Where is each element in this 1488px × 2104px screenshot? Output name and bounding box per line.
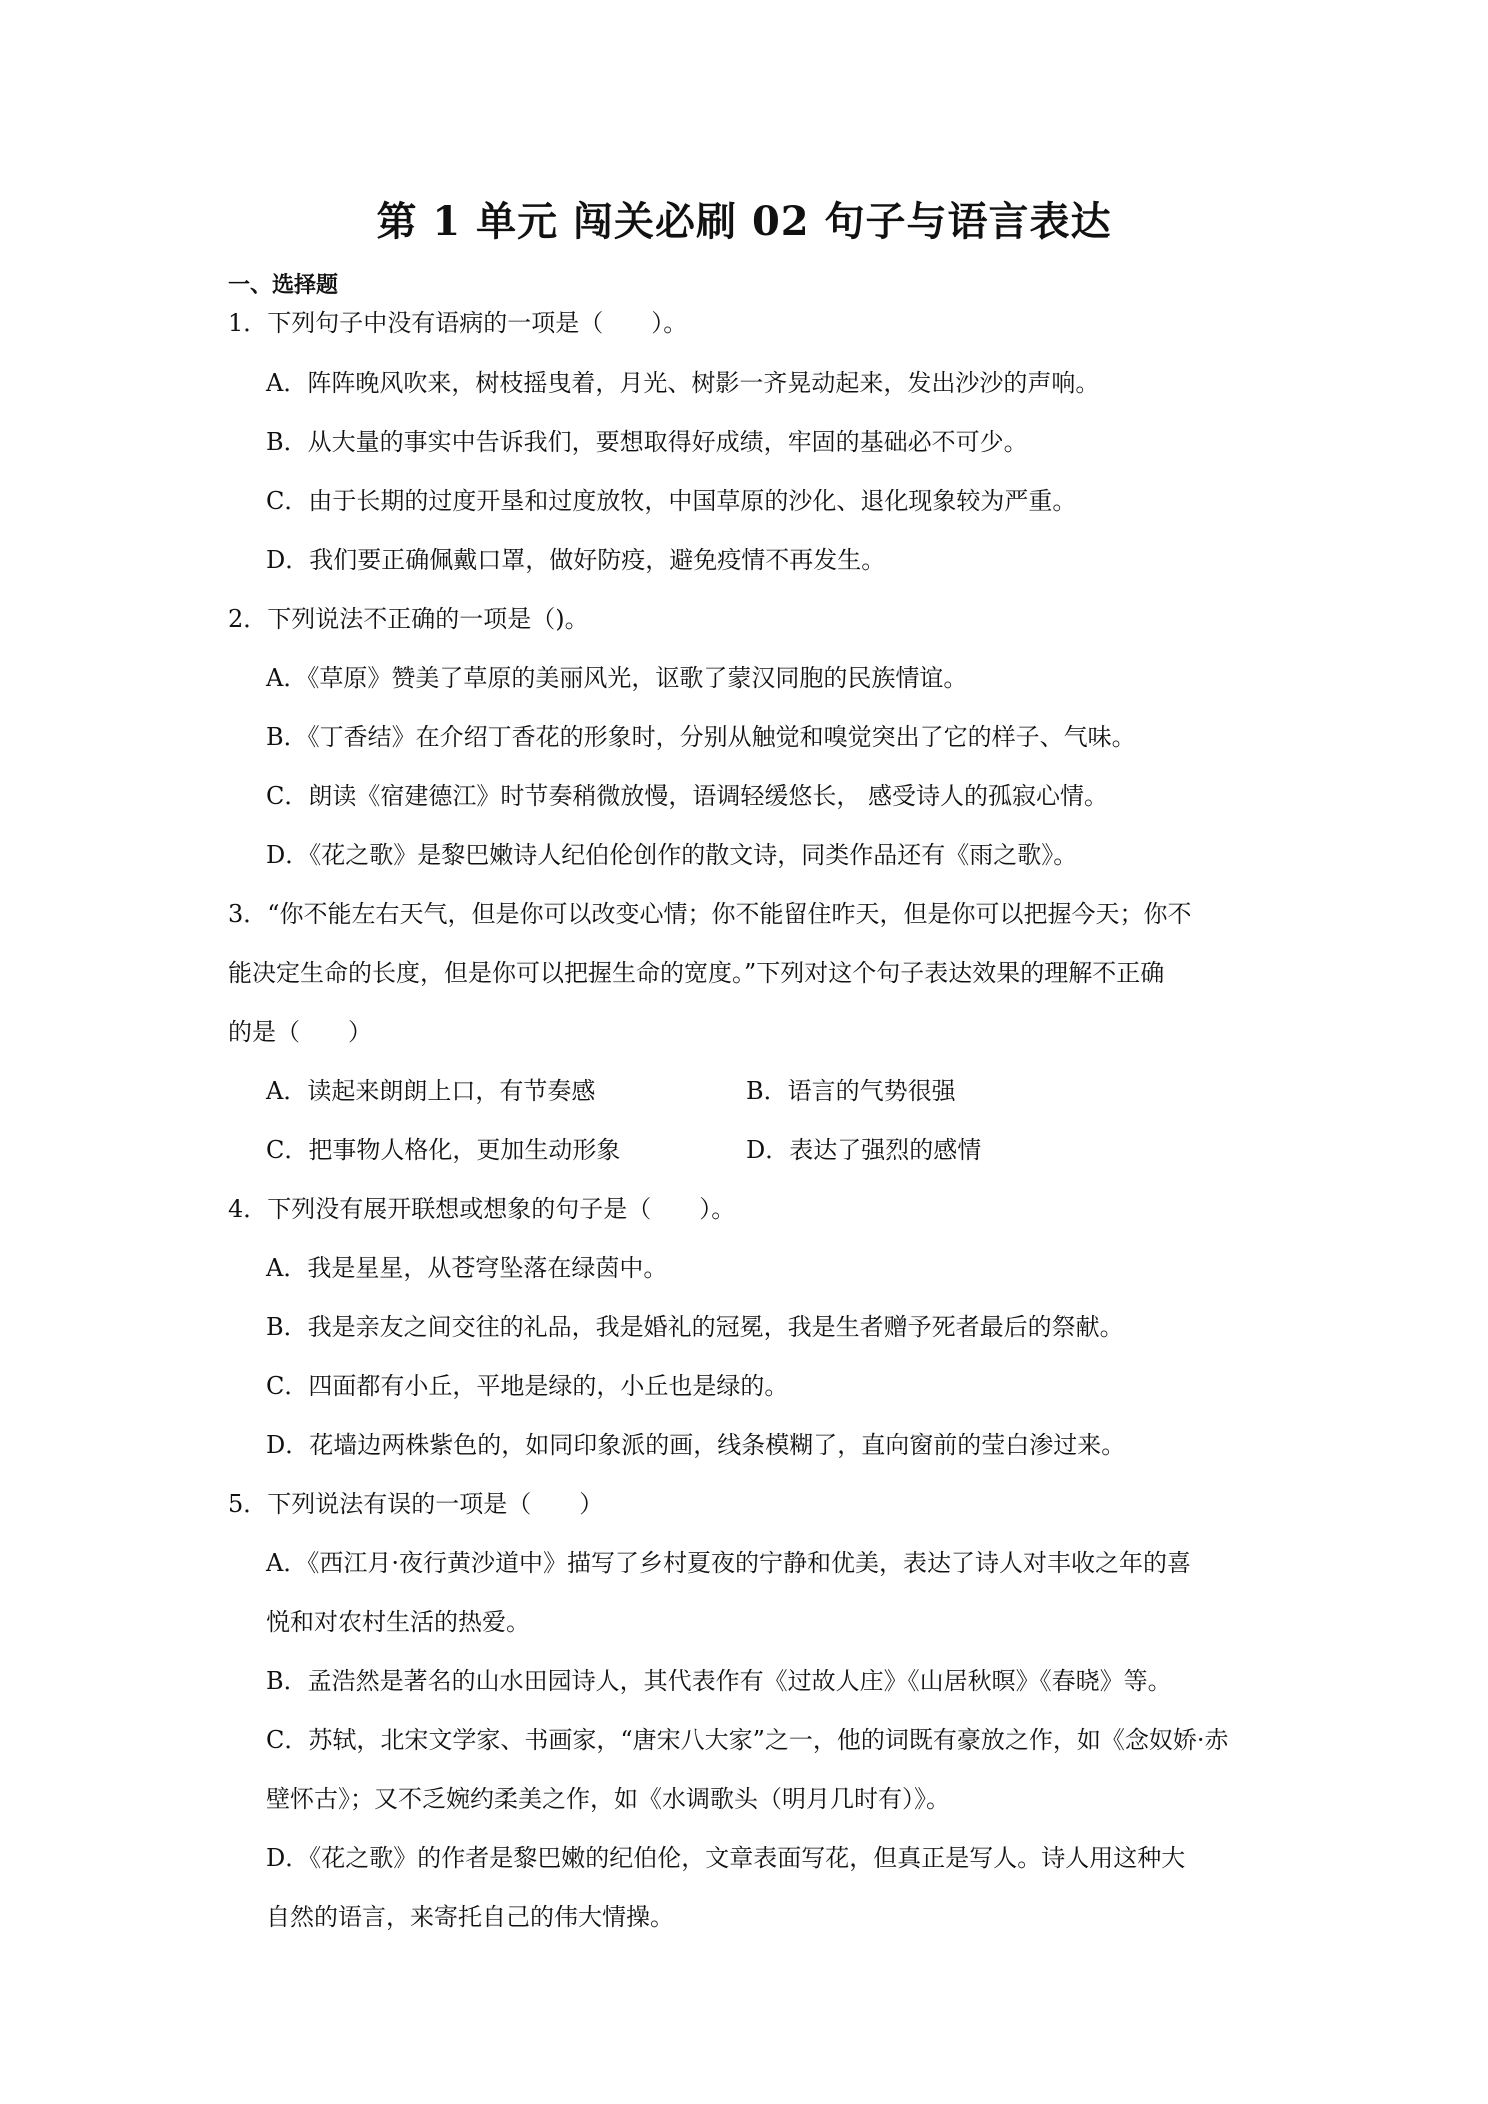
question-5-option-d-line-2: 自然的语言，来寄托自己的伟大情操。 bbox=[266, 1903, 674, 1931]
question-3-stem-line-2: 能决定生命的长度，但是你可以把握生命的宽度。”下列对这个句子表达效果的理解不正确 bbox=[228, 959, 1165, 987]
question-2-option-c: C．朗读《宿建德江》时节奏稍微放慢，语调轻缓悠长， 感受诗人的孤寂心情。 bbox=[266, 782, 1108, 810]
page-title: 第 1 单元 闯关必刷 02 句子与语言表达 bbox=[376, 198, 1112, 245]
question-1-option-c: C．由于长期的过度开垦和过度放牧，中国草原的沙化、退化现象较为严重。 bbox=[266, 487, 1077, 515]
question-2-option-d: D．《花之歌》是黎巴嫩诗人纪伯伦创作的散文诗，同类作品还有《雨之歌》。 bbox=[266, 841, 1078, 869]
question-2-option-a: A．《草原》赞美了草原的美丽风光，讴歌了蒙汉同胞的民族情谊。 bbox=[266, 664, 968, 692]
question-5-option-a-line-2: 悦和对农村生活的热爱。 bbox=[266, 1608, 530, 1636]
question-5-option-a-line-1: A．《西江月·夜行黄沙道中》描写了乡村夏夜的宁静和优美，表达了诗人对丰收之年的喜 bbox=[266, 1549, 1191, 1577]
question-1-option-a: A．阵阵晚风吹来，树枝摇曳着，月光、树影一齐晃动起来，发出沙沙的声响。 bbox=[266, 369, 1100, 397]
question-5-stem: 5．下列说法有误的一项是（ ） bbox=[228, 1490, 604, 1518]
question-2-option-b: B．《丁香结》在介绍丁香花的形象时，分别从触觉和嗅觉突出了它的样子、气味。 bbox=[266, 723, 1136, 751]
question-1-option-d: D．我们要正确佩戴口罩，做好防疫，避免疫情不再发生。 bbox=[266, 546, 886, 574]
question-1-option-b: B．从大量的事实中告诉我们，要想取得好成绩，牢固的基础必不可少。 bbox=[266, 428, 1028, 456]
question-2-stem: 2．下列说法不正确的一项是（)。 bbox=[228, 605, 589, 633]
question-3-option-b: B．语言的气势很强 bbox=[746, 1077, 956, 1105]
section-heading: 一、选择题 bbox=[228, 272, 339, 298]
question-5-option-c-line-2: 壁怀古》；又不乏婉约柔美之作，如《水调歌头（明月几时有）》。 bbox=[266, 1785, 950, 1813]
question-4-option-b: B．我是亲友之间交往的礼品，我是婚礼的冠冕，我是生者赠予死者最后的祭献。 bbox=[266, 1313, 1124, 1341]
question-3-option-c: C．把事物人格化，更加生动形象 bbox=[266, 1136, 621, 1164]
question-3-option-d: D．表达了强烈的感情 bbox=[746, 1136, 982, 1164]
question-3-stem-line-1: 3．“你不能左右天气，但是你可以改变心情；你不能留住昨天，但是你可以把握今天；你不 bbox=[228, 900, 1192, 928]
question-1-stem: 1．下列句子中没有语病的一项是（ ）。 bbox=[228, 309, 688, 337]
question-4-option-a: A．我是星星，从苍穹坠落在绿茵中。 bbox=[266, 1254, 668, 1282]
question-3-stem-line-3: 的是（ ） bbox=[228, 1018, 372, 1046]
question-5-option-d-line-1: D．《花之歌》的作者是黎巴嫩的纪伯伦，文章表面写花，但真正是写人。诗人用这种大 bbox=[266, 1844, 1186, 1872]
question-3-option-a: A．读起来朗朗上口，有节奏感 bbox=[266, 1077, 596, 1105]
question-5-option-c-line-1: C．苏轼，北宋文学家、书画家，“唐宋八大家”之一，他的词既有豪放之作，如《念奴娇·赤 bbox=[266, 1726, 1229, 1754]
question-4-stem: 4．下列没有展开联想或想象的句子是（ ）。 bbox=[228, 1195, 736, 1223]
question-4-option-c: C．四面都有小丘，平地是绿的，小丘也是绿的。 bbox=[266, 1372, 789, 1400]
question-4-option-d: D．花墙边两株紫色的，如同印象派的画，线条模糊了，直向窗前的莹白渗过来。 bbox=[266, 1431, 1126, 1459]
question-5-option-b: B．孟浩然是著名的山水田园诗人，其代表作有《过故人庄》《山居秋暝》《春晓》等。 bbox=[266, 1667, 1172, 1695]
